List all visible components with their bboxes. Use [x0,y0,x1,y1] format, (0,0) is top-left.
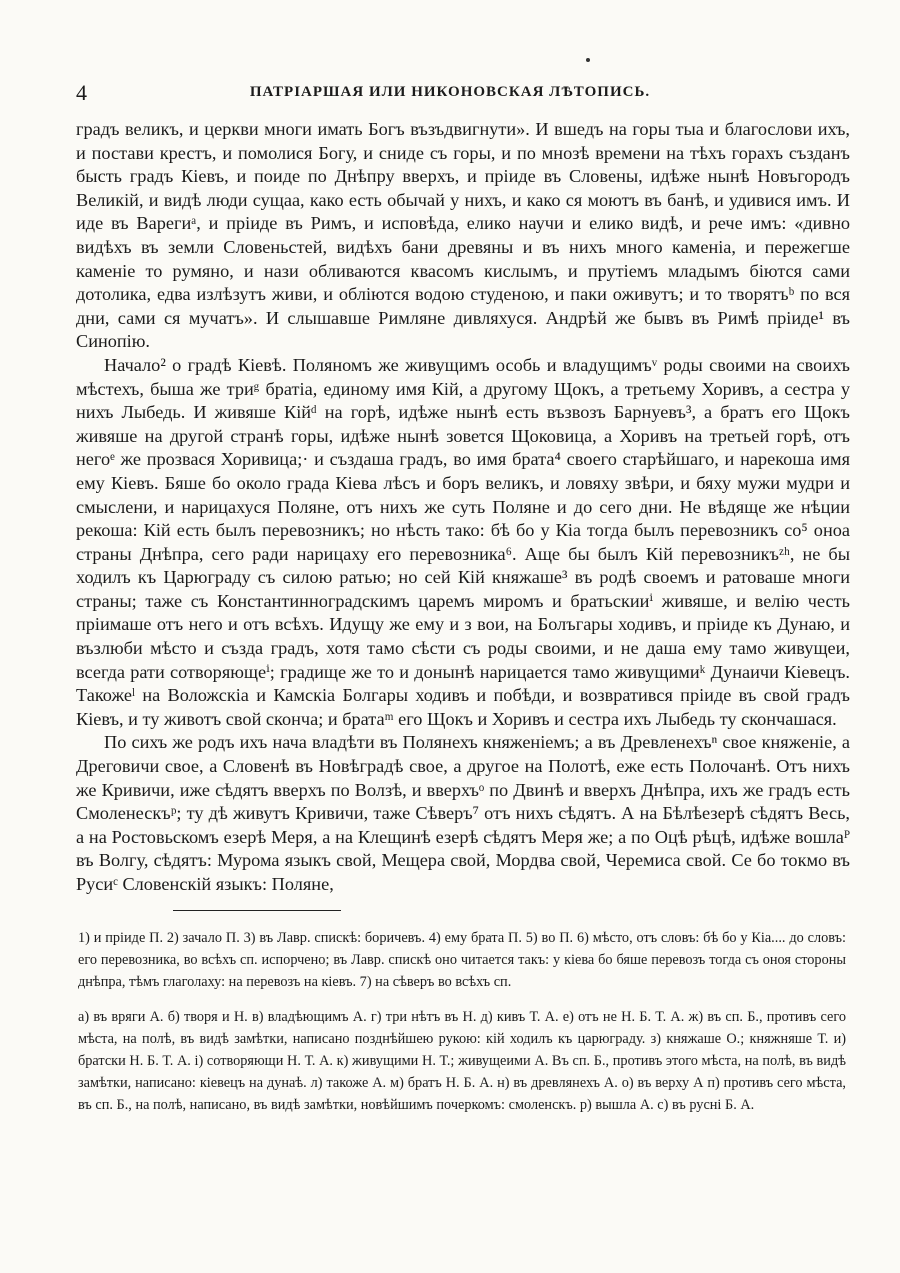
page-number: 4 [76,80,87,105]
running-title: ПАТРІАРШАЯ ИЛИ НИКОНОВСКАЯ ЛѢТОПИСЬ. [249,84,651,100]
numbered-footnotes: 1) и пріиде П. 2) зачало П. 3) въ Лавр. спискѣ: боричевъ. 4) ему брата П. 5) во П. 6) мѣсто, отъ словъ: бѣ бо у Кіа.... до словъ: его перевозника, во всѣхъ сп. испорчено; въ Лавр. спискѣ оно читается такъ: у кіева бо бяше перевозъ тогда съ оноя стороны днѣпра, тѣмъ глаголаху: на перевозъ на кіевъ. 7) на сѣверъ во всѣхъ сп. [78,930,846,990]
paragraph-3: По сихъ же родъ ихъ нача владѣти въ Полянехъ княженіемъ; а въ Древленехъⁿ свое княженіе, а Дреговичи свое, а Словенѣ въ Новѣградѣ свое, а другое на Полотѣ, еже есть Полочанѣ. Отъ нихъ же Кривичи, иже сѣдятъ вверхъ по Волзѣ, и вверхъᵒ по Двинѣ и вверхъ Днѣпра, ихъ же градъ есть Смоленескъᵖ; ту дѣ живутъ Кривичи, таже Сѣверъ⁷ отъ нихъ сѣдятъ. А на Бѣлѣезерѣ сѣдятъ Весь, а на Ростовьскомъ езерѣ Меря, а на Клещинѣ езерѣ сѣдятъ Меря же; а по Оцѣ рѣцѣ, идѣже вошлаᴾ въ Волгу, сѣдятъ: Мурома языкъ свой, Мещера свой, Мордва свой, Черемиса свой. Се бо токмо въ Русиᶜ Словенскій языкъ: Поляне, [76,732,850,894]
ink-speck [586,58,590,62]
footnote-divider [173,910,341,911]
paragraph-1: градъ великъ, и церкви многи имать Богъ възъдвигнути». И вшедъ на горы тыа и благослови ихъ, и постави крестъ, и помолися Богу, и сниде съ горы, и по мнозѣ времени на тѣхъ горахъ създанъ бысть градъ Кіевъ, и поиде по Днѣпру вверхъ, и пріиде въ Словены, идѣже нынѣ Новъгородъ Великій, и видѣ люди сущаа, како есть обычай у нихъ, и како ся моютъ въ банѣ, и удивися имъ. И иде въ Варегиᵃ, и пріиде въ Римъ, и исповѣда, елико научи и елико видѣ, и рече имъ: «дивно видѣхъ въ земли Словеньстей, видѣхъ бани древяны и въ нихъ много каменіа, и пережегше каменіе то румяно, и нази обливаются квасомъ кислымъ, и прутіемъ младымъ біются сами дотолика, едва излѣзутъ живи, и обліются водою студеною, и паки оживутъ; и то творятъᵇ по вся дни, сами ся мучатъ». И слышавше Римляне дивляхуся. Андрѣй же бывъ въ Римѣ пріиде¹ въ Синопію. [76,119,850,352]
footnotes [78,928,846,1116]
paragraph-2: Начало² о градѣ Кіевѣ. Поляномъ же живущимъ особь и владущимъᵛ роды своими на своихъ мѣстехъ, быша же триᵍ братіа, единому имя Кій, а другому Щокъ, а третьему Хоривъ, а сестра у нихъ Лыбедь. И живяше Кійᵈ на горѣ, идѣже нынѣ есть възвозъ Барнуевъ³, а братъ его Щокъ живяше на другой странѣ горы, идѣже нынѣ зовется Щоковица, а Хоривъ на третьей горѣ, отъ негоᵉ же прозвася Хоривица;· и създаша градъ, во имя брата⁴ своего старѣйшаго, и нарекоша имя ему Кіевъ. Бяше бо около града Кіева лѣсъ и боръ великъ, и ловяху звѣри, и бяху мужи мудри и смыслени, и нарицахуся Поляне, отъ нихъ же суть Поляне и до сего дни. Не вѣдяще же нѣции рекоша: Кій есть былъ перевозникъ; но нѣсть тако: бѣ бо у Кіа тогда былъ перевозникъ со⁵ оноа страны Днѣпра, сего ради нарицаху его перевозника⁶. Аще бы былъ Кій перевозникъᶻʰ, не бы ходилъ къ Царюграду съ силою ратью; но сей Кій княжаше³ въ родѣ своемъ и ратоваше многи страны; таже съ Константинноградскимъ царемъ миромъ и братьскииⁱ живяше, и велію честь пріимаше отъ него и отъ всѣхъ. Идущу же ему и з вои, на Болъгары ходивъ, и пріиде къ Дунаю, и възлюби мѣсто и създа градъ, хотя тамо сѣсти съ роды своими, и не даша ему тамо живущеи, всегда рати сотворяющеⁱ; градище же то и донынѣ нарицается тамо живущимиᵏ Дунаичи Кіевецъ. Такожеˡ на Воложскіа и Камскіа Болгары ходивъ и побѣди, и возвратився пріиде въ свой градъ Кіевъ, и ту животъ свой скончa; и братаᵐ его Щокъ и Хоривъ и сестра ихъ Лыбедь ту скончашася. [76,354,850,729]
lettered-footnotes: а) въ вряги А. б) творя и Н. в) владѣющимъ А. г) три нѣтъ въ Н. д) кивъ Т. А. е) отъ не Н. Б. Т. А. ж) въ сп. Б., противъ сего мѣста, на полѣ, въ видѣ замѣтки, написано позднѣйшею рукою: кій ходилъ къ царюграду. з) княжаше О.; княжняше Т. и) братски Н. Б. Т. А. і) сотворяющи Н. Т. А. к) живущими Н. Т.; живущеими А. Въ сп. Б., противъ этого мѣста, на полѣ, въ видѣ замѣтки, написано: кіевецъ на дунаѣ. л) такоже А. м) братъ Н. Б. А. н) въ древлянехъ А. о) въ верху А п) противъ сего мѣста, въ сп. Б., на полѣ, написано, въ видѣ замѣтки, новѣйшимъ почеркомъ: смоленскъ. р) вышла А. с) въ русні Б. А. [78,1009,846,1113]
main-text [76,118,850,897]
page-header [76,80,824,110]
